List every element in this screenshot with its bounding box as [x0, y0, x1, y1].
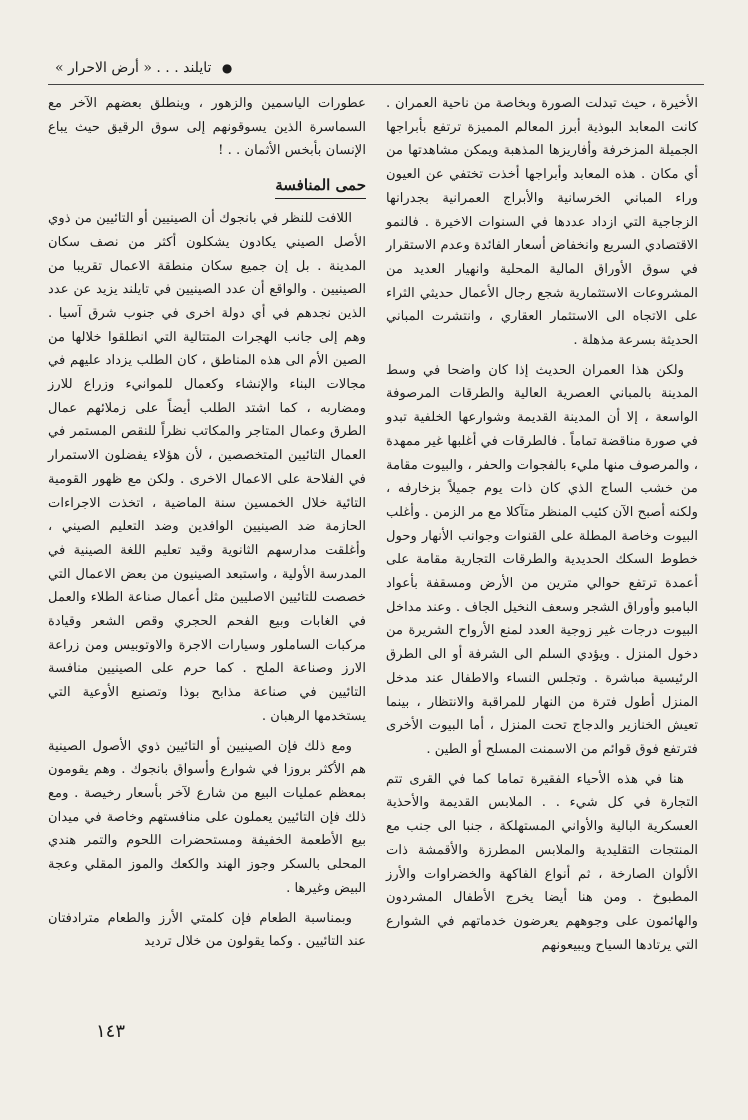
bullet-icon: ●	[221, 61, 233, 75]
left-column	[48, 92, 366, 954]
paragraph: ولكن هذا العمران الحديث إذا كان واضحا في وسط المدينة بالمباني العصرية العالية والطرقات المرصوفة الواسعة ، إلا أن المدينة القديمة وشوارعها الخلفية تبدو في صورة مناقضة تماماً . فالطرقات في أغلبها غير ممهدة ، والمرصوف منها مليء بالفجوات والحفر ، والبيوت مقامة من خشب الساج الذي كان ذات يوم جميلاً بزخارفه ، ولكنه أصبح الآن كئيب المنظر متآكلا مع مر الزمن . وأغلب البيوت وخاصة المطلة على القنوات وجوانب الأنهار وحول خطوط السكك الحديدية والطرقات التجارية مقامة على أعمدة ترتفع حوالي مترين من الأرض ومسقفة بأعواد البامبو وأوراق الشجر وسعف النخيل الجاف . وعند مداخل البيوت درجات غير زوجية العدد لمنع الأرواح الشريرة من دخول المنزل . ويؤدي السلم الى الشرفة أو الى الطرق الرئيسية مباشرة . وتجلس النساء والاطفال عند مدخل المنزل أطول فترة من النهار للمراقبة والانتظار ، بينما تعيش الخنازير والدجاج تحت المنزل ، أما البيوت الأخرى فترتفع فوق قوائم من الاسمنت المسلح أو الطين .	[386, 362, 698, 757]
paragraph: اللافت للنظر في بانجوك أن الصينيين أو التائيين من ذوي الأصل الصيني يكادون يشكلون أكثر من نصف سكان المدينة . بل إن جميع سكان منطقة الاعمال تقريبا من الصينيين . والواقع أن عدد الصينيين في تايلند يزيد عن عدد الذين نجدهم في أي دولة اخرى في جنوب شرق آسيا . وهم إلى جانب الهجرات المتتالية التي انطلقوا خلالها من الصين الأم الى هذه المناطق ، كان الطلب يزداد عليهم في مجالات البناء والإنشاء وكعمال للموانيء وزراع للارز ومضاربه ، كما اشتد الطلب أيضاً على زملائهم عمال الطرق وعمال المتاجر والمكاتب نظراً للنقص المستمر في العمال التائيين المتخصصين ، لأن هؤلاء يفضلون الاستمرار في الفلاحة على الاعمال الاخرى . ولكن مع ظهور القومية التائية خلال الخمسين سنة الماضية ، اتخذت الاجراءات الحازمة ضد الصينيين الوافدين وضد التعليم الصيني ، وأغلقت مدارسهم الثانوية وقيد تعليم اللغة الصينية في المدرسة الأولية ، واستبعد الصينيون من بعض الاعمال التي خصصت للتائيين الاصليين مثل أعمال صناعة الطلاء والعمل في الغابات وبيع الفحم الحجري وقص الشعر وقيادة مركبات الساملور وسيارات الاجرة والاوتوبيس ومن زراعة الارز وصناعة الملح . كما حرم على الصينيين منافسة التائيين في صناعة مذابح بوذا وتصنيع الأوعية التي يستخدمها الرهبان .	[48, 211, 366, 724]
page-number: ١٤٣	[96, 1021, 126, 1042]
right-column	[386, 92, 698, 957]
header-rule	[48, 84, 704, 85]
section-title: حمى المنافسة	[275, 173, 366, 199]
running-head	[55, 60, 232, 76]
paragraph: هنا في هذه الأحياء الفقيرة تماما كما في القرى تتم التجارة في كل شيء . . الملابس القديمة والأحذية العسكرية البالية والأواني المستهلكة ، جنبا الى جنب مع المنتجات التقليدية والملابس المطرزة والأقمشة ذات الألوان الصارخة ، ثم أنواع الفاكهة والخضراوات والأرز المطبوخ . ومن هنا أيضا يخرج الأطفال المشردون والهائمون على وجوههم يعرضون خدماتهم في الشوارع التي يرتادها السياح ويبيعونهم	[386, 771, 698, 953]
paragraph: وبمناسبة الطعام فإن كلمتي الأرز والطعام مترادفتان عند التائيين . وكما يقولون من خلال ترديد	[48, 910, 366, 950]
running-head-text: تايلند . . . « أرض الاحرار »	[55, 60, 212, 76]
paragraph: ومع ذلك فإن الصينيين أو التائيين ذوي الأصول الصينية هم الأكثر بروزا في شوارع وأسواق بانجوك . وهم يقومون بمعظم عمليات البيع من شارع لآخر بأسعار رخيصة . ومع ذلك فإن التائيين يعملون على منافستهم وخاصة في ميدان بيع الأطعمة الخفيفة ومستحضرات اللحوم والتمر هندي المحلى بالسكر وجوز الهند والكعك والموز المقلي وعجة البيض وغيرها .	[48, 738, 366, 896]
paragraph: الأخيرة ، حيث تبدلت الصورة وبخاصة من ناحية العمران . كانت المعابد البوذية أبرز المعالم المميزة ترتفع بأبراجها الجميلة المزخرفة وأفاريزها المذهبة ويمكن مشاهدتها من أي مكان . هذه المعابد وأبراجها أخذت تختفي عن العيون وراء المباني الخرسانية والأبراج العمرانية بجدرانها الزجاجية التي ازداد عددها في السنوات الاخيرة . فالنمو الاقتصادي السريع وانخفاض أسعار الفائدة وعدم الاستقرار في سوق الأوراق المالية المحلية وانهيار العديد من المشروعات الاستثمارية شجع رجال الأعمال حديثي الثراء على الاتجاه الى الاستثمار العقاري ، وانتشرت المباني الحديثة بسرعة مذهلة .	[386, 96, 698, 349]
paragraph-continued: عطورات الياسمين والزهور ، وينطلق بعضهم الآخر مع السماسرة الذين يسوقونهم إلى سوق الرقيق حيث يباع الإنسان بأبخس الأثمان . . !	[48, 96, 366, 159]
